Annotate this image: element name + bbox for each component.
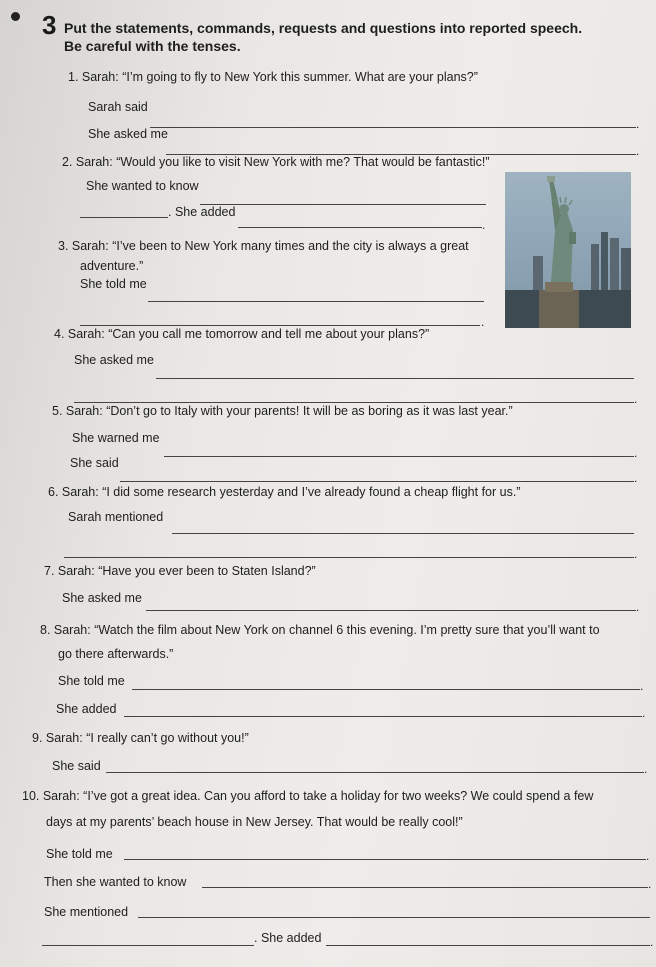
item-6-prompt-1: Sarah mentioned [68,510,164,524]
answer-line[interactable] [138,917,650,918]
answer-line[interactable] [42,945,254,946]
item-1-prompt-2: She asked me [88,127,168,141]
item-2-quote: 2. Sarah: “Would you like to visit New York with me? That would be fantastic!” [62,155,490,169]
item-5-prompt-2: She said [70,456,119,470]
item-7-quote: 7. Sarah: “Have you ever been to Staten Island?” [44,564,316,578]
item-4-quote: 4. Sarah: “Can you call me tomorrow and tell me about your plans?” [54,327,430,341]
item-8-prompt-2: She added [56,702,117,716]
item-10-quote: 10. Sarah: “I’ve got a great idea. Can you afford to take a holiday for two weeks? We could spend a few [22,789,594,803]
item-3-quote-cont: adventure.” [80,259,144,273]
item-9-prompt-1: She said [52,759,101,773]
answer-line[interactable] [124,859,646,860]
item-2-prompt-1: She wanted to know [86,179,199,193]
answer-line[interactable] [238,227,482,228]
item-2-prompt-2: . She added [168,205,236,219]
exercise-title: Put the statements, commands, requests and questions into reported speech. [64,20,583,36]
item-10-prompt-4: . She added [254,931,322,945]
answer-line[interactable] [200,204,486,205]
item-10-quote-cont: days at my parents’ beach house in New Jersey. That would be really cool!” [46,815,463,829]
answer-line[interactable] [150,127,636,128]
answer-line[interactable] [80,217,168,218]
item-5-quote: 5. Sarah: “Don’t go to Italy with your parents! It will be as boring as it was last year.” [52,404,513,418]
answer-line[interactable] [326,945,650,946]
item-8-prompt-1: She told me [58,674,125,688]
answer-line[interactable] [202,887,648,888]
item-10-prompt-2: Then she wanted to know [44,875,187,889]
answer-line[interactable] [148,301,484,302]
item-3-quote: 3. Sarah: “I’ve been to New York many times and the city is always a great [58,239,469,253]
item-1-quote: 1. Sarah: “I’m going to fly to New York this summer. What are your plans?” [68,70,478,84]
item-4-prompt-1: She asked me [74,353,154,367]
answer-line[interactable] [172,533,634,534]
exercise-subtitle: Be careful with the tenses. [64,38,241,54]
item-1-prompt-1: Sarah said [88,100,148,114]
item-7-prompt-1: She asked me [62,591,142,605]
answer-line[interactable] [124,716,642,717]
item-3-prompt-1: She told me [80,277,147,291]
answer-line[interactable] [120,481,634,482]
answer-line[interactable] [74,402,634,403]
statue-of-liberty-photo [505,172,631,328]
item-10-prompt-3: She mentioned [44,905,129,919]
answer-line[interactable] [80,325,480,326]
bullet-dot [11,12,20,21]
item-8-quote-cont: go there afterwards.” [58,647,174,661]
item-10-prompt-1: She told me [46,847,113,861]
answer-line[interactable] [132,689,640,690]
answer-line[interactable] [146,610,636,611]
item-6-quote: 6. Sarah: “I did some research yesterday and I’ve already found a cheap flight for us.” [48,485,521,499]
item-8-quote: 8. Sarah: “Watch the film about New York on channel 6 this evening. I’m pretty sure that you’ll want to [40,623,600,637]
exercise-number: 3 [42,10,57,40]
answer-line[interactable] [64,557,634,558]
answer-line[interactable] [164,456,634,457]
answer-line[interactable] [106,772,644,773]
item-9-quote: 9. Sarah: “I really can’t go without you!” [32,731,249,745]
item-5-prompt-1: She warned me [72,431,160,445]
answer-line[interactable] [156,378,634,379]
